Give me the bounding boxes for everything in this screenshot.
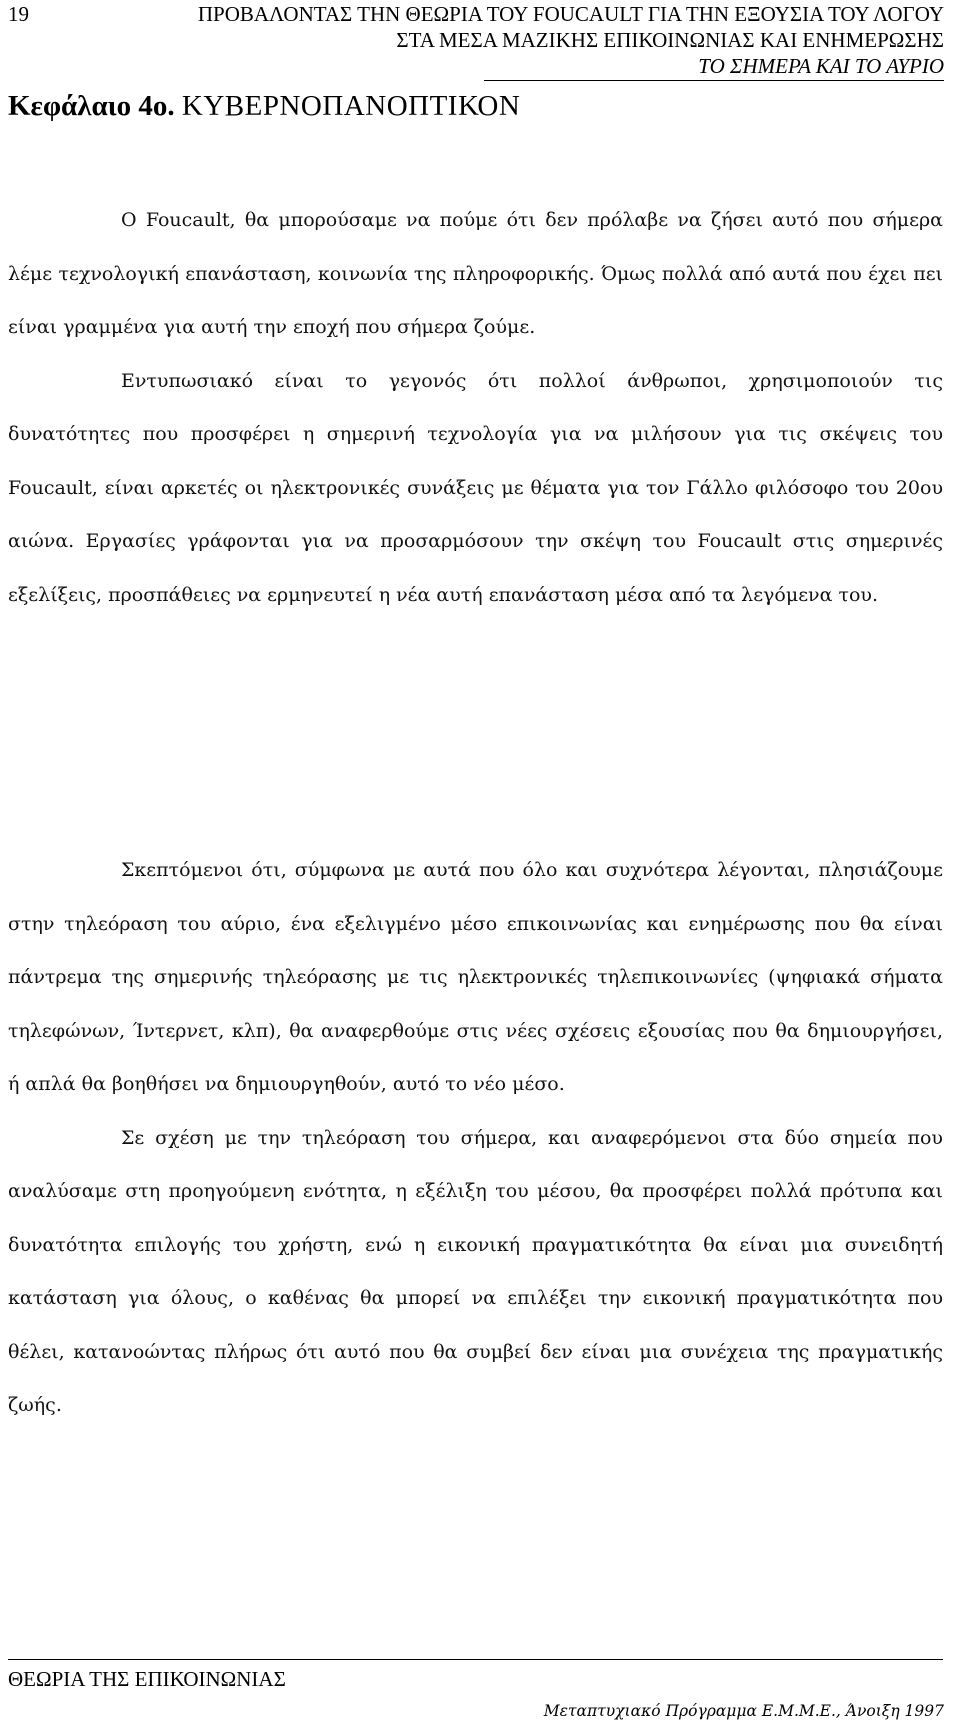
footer-program-info: Μεταπτυχιακό Πρόγραμμα Ε.Μ.Μ.Ε., Άνοιξη 1997 [543,1702,944,1720]
paragraph-4: Σε σχέση με την τηλεόραση του σήμερα, και αναφερόμενοι στα δύο σημεία που αναλύσαμε στη προηγούμενη ενότητα, η εξέλιξη του μέσου, θα προσφέρει πολλά πρότυπα και δυνατότητα επιλογής του χρήστη, ενώ η εικονική πραγματικότητα θα είναι μια συνειδητή κατάσταση για όλους, ο καθένας θα μπορεί να επιλέξει την εικονική πραγματικότητα που θέλει, κατανοώντας πλήρως ότι αυτό που θα συμβεί δεν είναι μια συνέχεια της πραγματικής ζωής. [8,1126,943,1416]
running-header [0,0,960,82]
footer-divider [8,1659,943,1660]
footer-course-title: ΘΕΩΡΙΑ ΤΗΣ ΕΠΙΚΟΙΝΩΝΙΑΣ [8,1667,286,1691]
body-section-2 [8,844,943,1433]
page-number: 19 [8,2,29,26]
header-title-line-3: ΤΟ ΣΗΜΕΡΑ ΚΑΙ ΤΟ ΑΥΡΙΟ [698,54,944,78]
paragraph-2: Εντυπωσιακό είναι το γεγονός ότι πολλοί άνθρωποι, χρησιμοποιούν τις δυνατότητες που προσφέρει η σημερινή τεχνολογία για να μιλήσουν για τις σκέψεις του Foucault, είναι αρκετές οι ηλεκτρονικές συνάξεις με θέματα για τον Γάλλο φιλόσοφο του 20ου αιώνα. Εργασίες γράφονται για να προσαρμόσουν την σκέψη του Foucault στις σημερινές εξελίξεις, προσπάθειες να ερμηνευτεί η νέα αυτή επανάσταση μέσα από τα λεγόμενα του. [8,369,943,606]
paragraph-1: Ο Foucault, θα μπορούσαμε να πούμε ότι δεν πρόλαβε να ζήσει αυτό που σήμερα λέμε τεχνολογική επανάσταση, κοινωνία της πληροφορικής. Όμως πολλά από αυτά που έχει πει είναι γραμμένα για αυτή την εποχή που σήμερα ζούμε. [8,209,943,338]
paragraph-3: Σκεπτόμενοι ότι, σύμφωνα με αυτά που όλο και συχνότερα λέγονται, πλησιάζουμε στην τηλεόραση του αύριο, ένα εξελιγμένο μέσο επικοινωνίας και ενημέρωσης που θα είναι πάντρεμα της σημερινής τηλεόρασης με τις ηλεκτρονικές τηλεπικοινωνίες (ψηφιακά σήματα τηλεφώνων, Ίντερνετ, κλπ), θα αναφερθούμε στις νέες σχέσεις εξουσίας που θα δημιουργήσει, ή απλά θα βοηθήσει να δημιουργηθούν, αυτό το νέο μέσο. [8,859,943,1095]
chapter-heading [8,86,520,126]
header-title-line-2: ΣΤΑ ΜΕΣΑ ΜΑΖΙΚΗΣ ΕΠΙΚΟΙΝΩΝΙΑΣ ΚΑΙ ΕΝΗΜΕΡΩΣΗΣ [396,28,944,52]
chapter-number: Κεφάλαιο 4ο. [8,90,175,122]
chapter-title: ΚΥΒΕΡΝΟΠΑΝΟΠΤΙΚΟΝ [181,90,521,122]
header-divider [484,80,944,81]
header-title-line-1: ΠΡΟΒΑΛΟΝΤΑΣ ΤΗΝ ΘΕΩΡΙΑ ΤΟΥ FOUCAULT ΓΙΑ ΤΗΝ ΕΞΟΥΣΙΑ ΤΟΥ ΛΟΓΟΥ [197,2,944,26]
body-section-1 [8,194,943,622]
